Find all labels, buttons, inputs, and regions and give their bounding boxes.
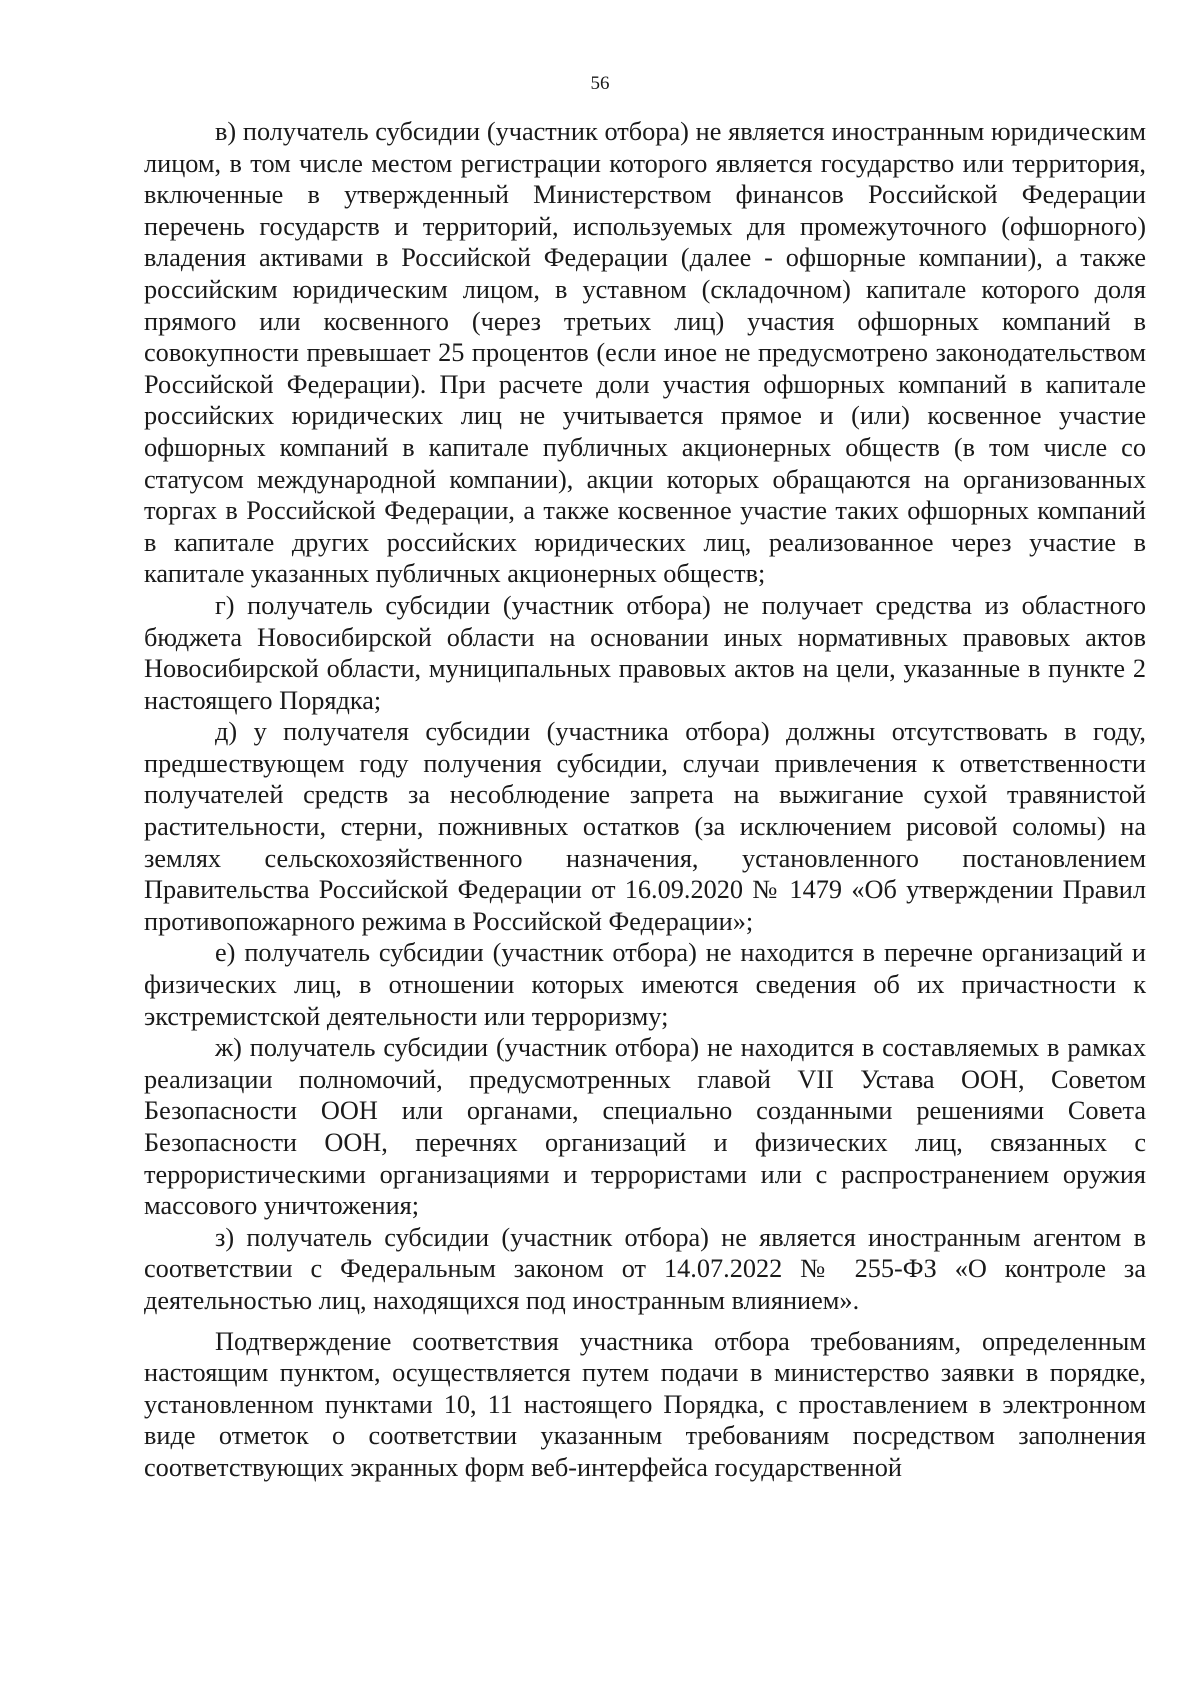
paragraph-z-foreign-agent: з) получатель субсидии (участник отбора) не является иностранным агентом в соответствии с Федеральным законом от 14.07.2022 № 255-ФЗ «О контроле за деятельностью лиц, находящихся под иностранным влиянием». — [144, 1222, 1146, 1315]
paragraph-v-offshore: в) получатель субсидии (участник отбора) не является иностранным юридическим лицом, в том числе местом регистрации которого является государство или территория, включенные в утвержденный Министерством финансов Российской Федерации перечень государств и территорий, используемых для промежуточного (офшорного) владения активами в Российской Федерации (далее - офшорные компании), а также российским юридическим лицом, в уставном (складочном) капитале которого доля прямого или косвенного (через третьих лиц) участия офшорных компаний в совокупности превышает 25 процентов (если иное не предусмотрено законодательством Российской Федерации). При расчете доли участия офшорных компаний в капитале российских юридических лиц не учитывается прямое и (или) косвенное участие офшорных компаний в капитале публичных акционерных обществ (в том числе со статусом международной компании), акции которых обращаются на организованных торгах в Российской Федерации, а также косвенное участие таких офшорных компаний в капитале других российских юридических лиц, реализованное через участие в капитале указанных публичных акционерных обществ; — [144, 117, 1146, 589]
paragraph-e-extremism-list: е) получатель субсидии (участник отбора) не находится в перечне организаций и физических лиц, в отношении которых имеются сведения об их причастности к экстремистской деятельности или терроризму; — [144, 938, 1146, 1031]
paragraph-compliance-confirmation: Подтверждение соответствия участника отбора требованиям, определенным настоящим пунктом, осуществляется путем подачи в министерство заявки в порядке, установленном пунктами 10, 11 настоящего Порядка, с проставлением в электронном виде отметок о соответствии указанным требованиям посредством заполнения соответствующих экранных форм веб-интерфейса государственной — [144, 1326, 1146, 1482]
paragraph-g-regional-budget: г) получатель субсидии (участник отбора) не получает средства из областного бюджета Новосибирской области на основании иных нормативных правовых актов Новосибирской области, муниципальных правовых актов на цели, указанные в пункте 2 настоящего Порядка; — [144, 590, 1146, 715]
paragraph-d-burning-ban: д) у получателя субсидии (участника отбора) должны отсутствовать в году, предшествующем году получения субсидии, случаи привлечения к ответственности получателей средств за несоблюдение запрета на выжигание сухой травянистой растительности, стерни, пожнивных остатков (за исключением рисовой соломы) на землях сельскохозяйственного назначения, установленного постановлением Правительства Российской Федерации от 16.09.2020 № 1479 «Об утверждении Правил противопожарного режима в Российской Федерации»; — [144, 717, 1146, 936]
page-number: 56 — [590, 73, 610, 94]
paragraph-zh-un-sanctions: ж) получатель субсидии (участник отбора) не находится в составляемых в рамках реализации полномочий, предусмотренных главой VII Устава ООН, Советом Безопасности ООН или органами, специально созданными решениями Совета Безопасности ООН, перечнях организаций и физических лиц, связанных с террористическими организациями и террористами или с распространением оружия массового уничтожения; — [144, 1033, 1146, 1221]
document-body — [144, 116, 1146, 1484]
